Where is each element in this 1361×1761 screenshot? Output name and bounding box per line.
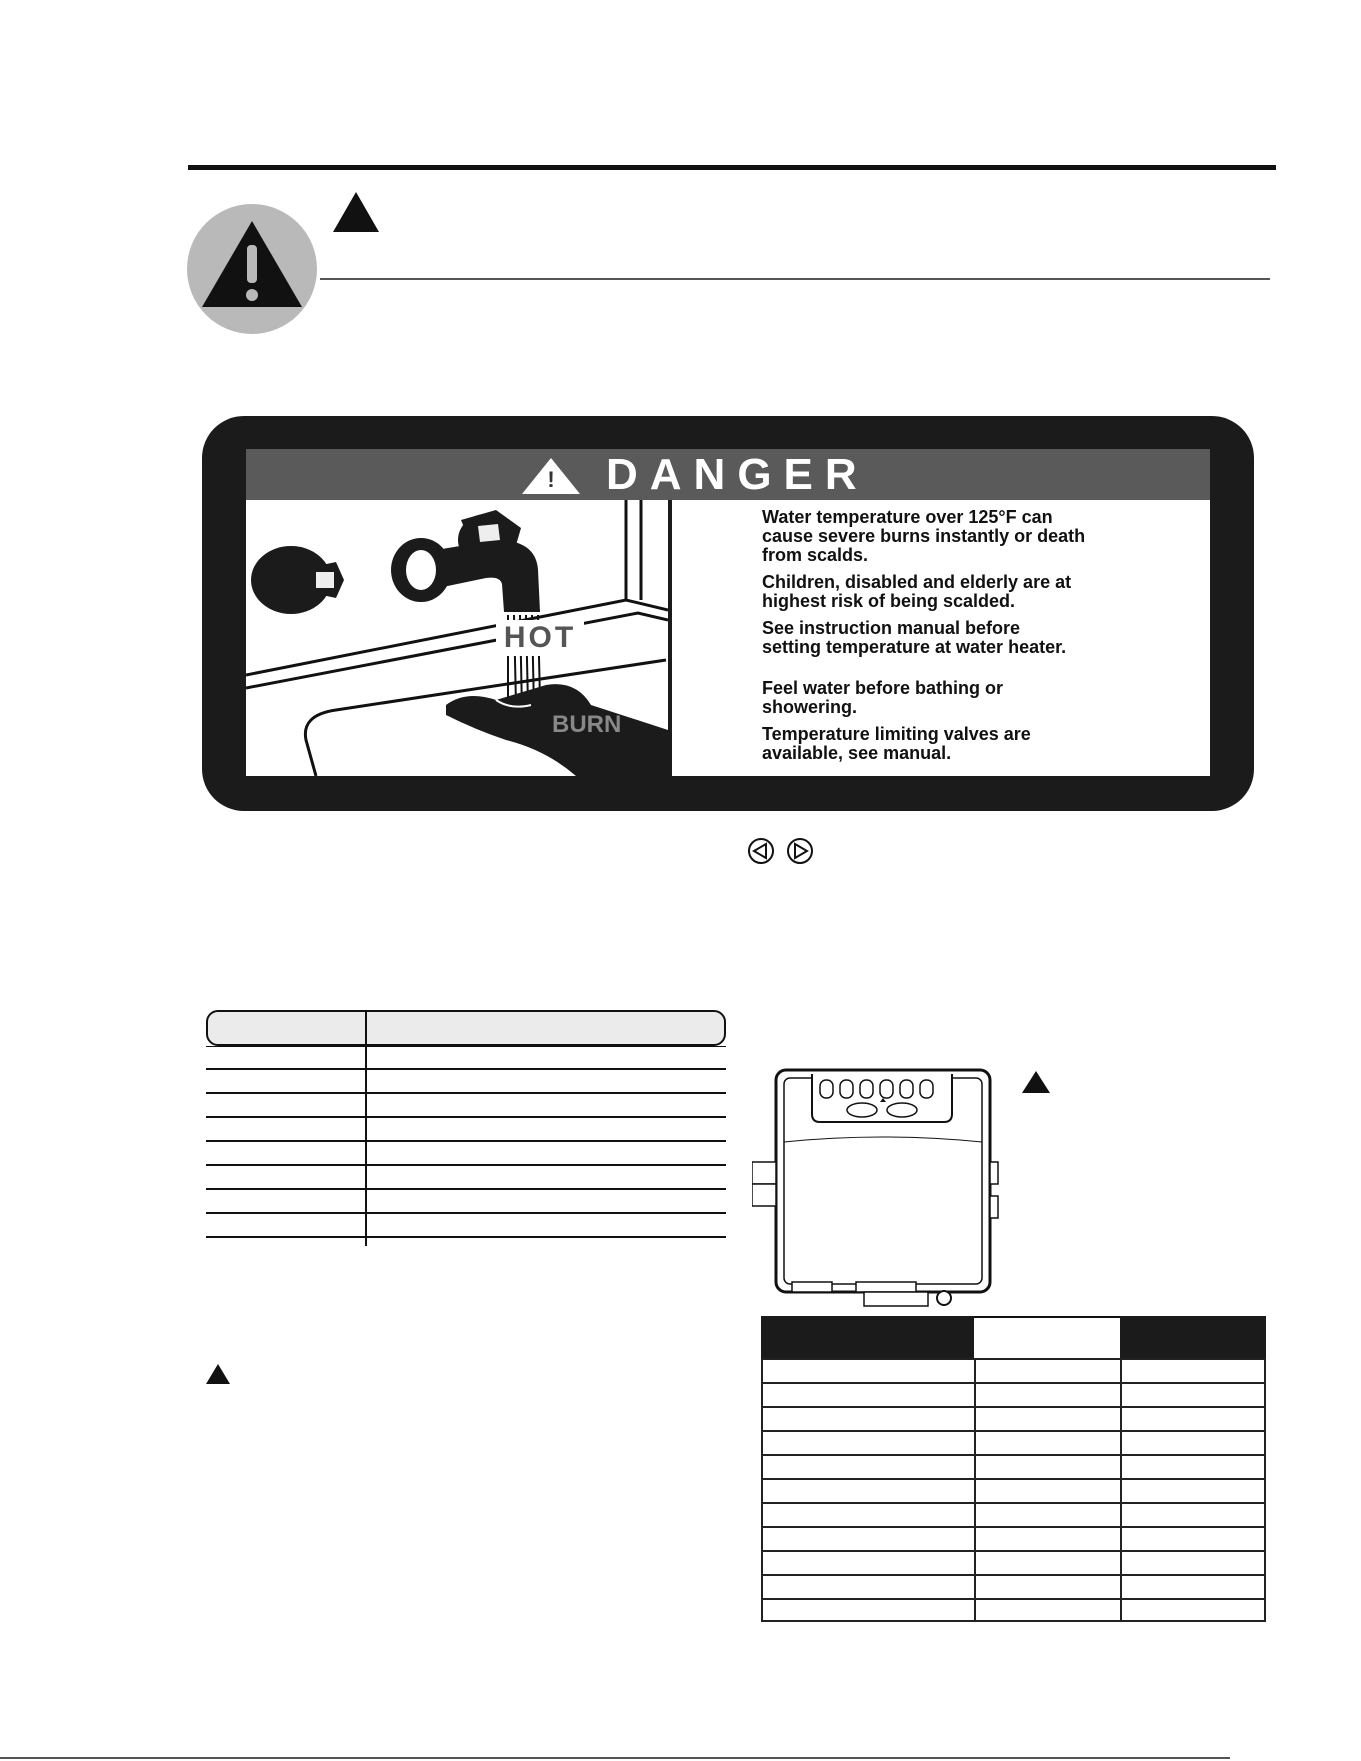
temp-table-col-rule	[1120, 1358, 1122, 1620]
controller-unit-drawing	[752, 1062, 1002, 1308]
temp-table-row-rule	[761, 1406, 1266, 1408]
temp-table-row-rule	[761, 1430, 1266, 1432]
danger-paragraph-3: See instruction manual before setting temperature at water heater.	[762, 618, 1067, 657]
danger-paragraph-1: Water temperature over 125°F can cause severe burns instantly or death from scalds.	[762, 507, 1086, 565]
spec-table-row-rule	[206, 1140, 726, 1142]
temp-table-row-rule	[761, 1478, 1266, 1480]
bottom-rule	[0, 1757, 1230, 1759]
warning-triangle-icon	[206, 1364, 230, 1384]
temp-table-header-2	[974, 1316, 1120, 1358]
spec-table-row-rule	[206, 1188, 726, 1190]
spec-table-row-rule	[206, 1164, 726, 1166]
spec-table-row-rule	[206, 1092, 726, 1094]
burn-text: BURN	[552, 711, 622, 738]
spec-table-subrule	[206, 1046, 726, 1047]
temp-table-row-rule	[761, 1454, 1266, 1456]
danger-paragraph-2: Children, disabled and elderly are at highest risk of being scalded.	[762, 572, 1072, 611]
temp-table-row-rule	[761, 1598, 1266, 1600]
temp-table-row-rule	[761, 1382, 1266, 1384]
top-rule	[188, 165, 1276, 170]
temp-table-header-3	[1120, 1316, 1266, 1358]
spec-table-row-rule	[206, 1068, 726, 1070]
spec-table-row-rule	[206, 1236, 726, 1238]
danger-paragraph-5: Temperature limiting valves are available, see manual.	[762, 724, 1031, 763]
temp-table-col-rule	[1264, 1358, 1266, 1620]
spec-table-row-rule	[206, 1212, 726, 1214]
warning-triangle-icon	[333, 192, 379, 232]
spec-table-header	[206, 1010, 726, 1046]
temp-table-row-rule	[761, 1502, 1266, 1504]
danger-title: DANGER	[606, 450, 869, 499]
danger-divider	[668, 500, 672, 776]
temp-table-row-rule	[761, 1550, 1266, 1552]
hot-text: HOT	[496, 620, 584, 656]
exclamation-circle-icon	[186, 203, 318, 335]
spec-table-row-rule	[206, 1116, 726, 1118]
temp-table-header-1	[761, 1316, 974, 1358]
danger-badge: !	[547, 467, 555, 492]
temp-table-row-rule	[761, 1574, 1266, 1576]
temp-table-col-rule	[974, 1358, 976, 1620]
arrow-left-button-icon	[747, 837, 775, 865]
header-rule	[320, 278, 1270, 280]
temp-table-col-rule	[761, 1358, 763, 1620]
danger-paragraph-4: Feel water before bathing or showering.	[762, 678, 1004, 717]
temp-table-row-rule	[761, 1620, 1266, 1622]
arrow-right-button-icon	[786, 837, 814, 865]
warning-triangle-icon	[1022, 1071, 1050, 1093]
temp-table-row-rule	[761, 1358, 1266, 1360]
temp-table-row-rule	[761, 1526, 1266, 1528]
